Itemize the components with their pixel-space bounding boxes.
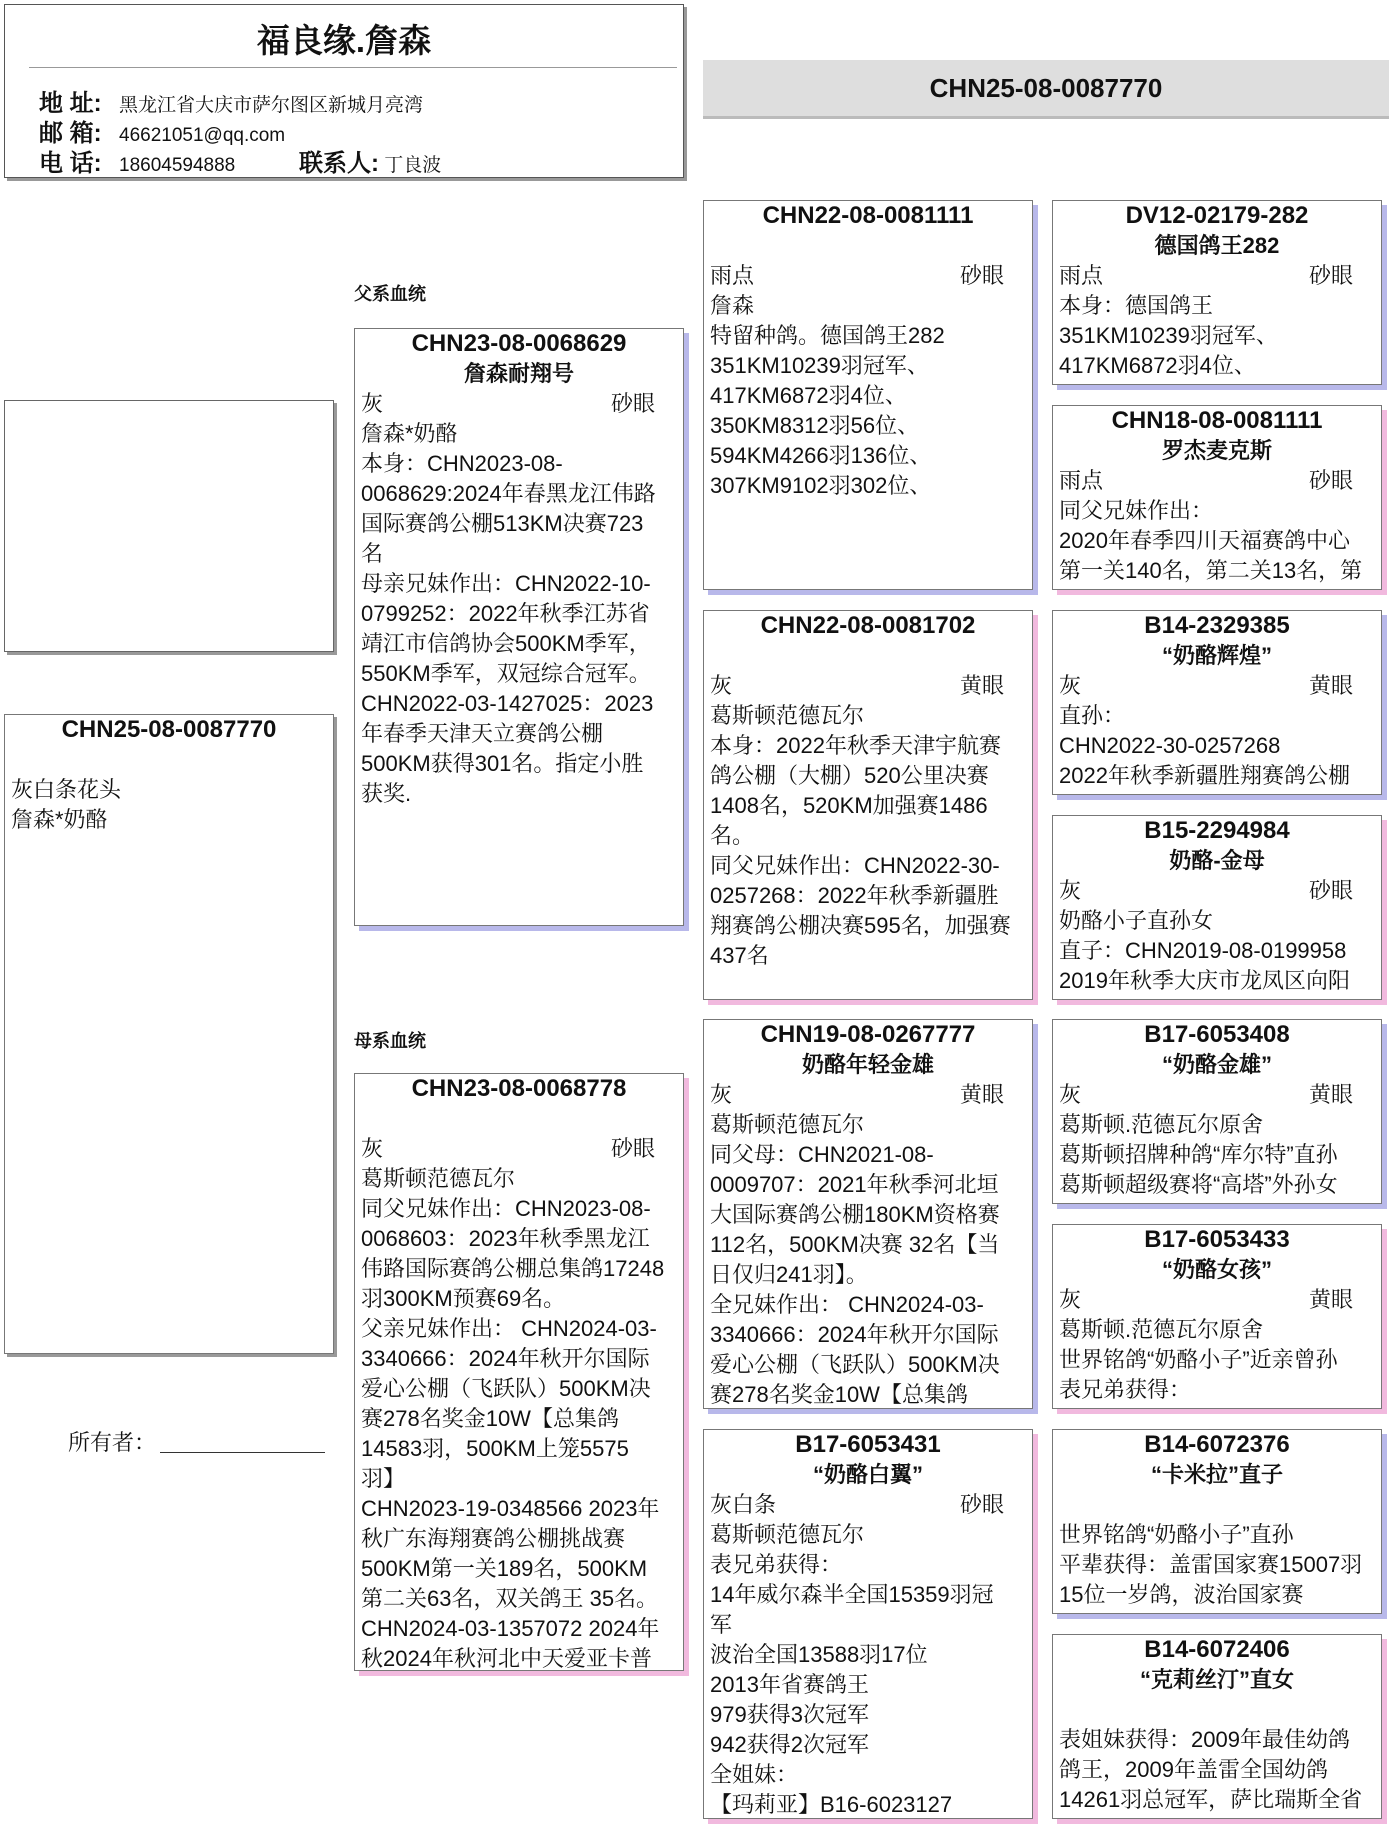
note-line: 大国际赛鸽公棚180KM资格赛: [710, 1202, 1000, 1227]
pedigree-notes: [1053, 1315, 1381, 1405]
blank-line: [1053, 1490, 1381, 1520]
phone-label: 电 话:: [39, 150, 102, 177]
eye-type: 砂眼: [959, 263, 1004, 288]
pedigree-notes: [704, 1110, 1032, 1409]
pedigree-card-sds: [1052, 610, 1382, 795]
color-eye-row: [355, 1134, 683, 1164]
note-line: 437名: [710, 943, 769, 968]
pedigree-notes: [355, 1164, 683, 1671]
owner-signature-line: [160, 1452, 325, 1453]
subject-color: 灰白条花头: [11, 777, 122, 802]
plumage-color: 雨点: [710, 263, 755, 288]
note-line: 世界铭鸽“奶酪小子”直孙: [1059, 1522, 1294, 1547]
color-eye-row: [1053, 261, 1381, 291]
pedigree-card-sss: [1052, 200, 1382, 385]
pedigree-notes: [1053, 1110, 1381, 1200]
note-line: 14年威尔森半全国15359羽冠: [710, 1582, 994, 1607]
color-eye-row: [1053, 1080, 1381, 1110]
header-divider: [29, 67, 677, 68]
pedigree-notes: [704, 701, 1032, 971]
subject-ring: CHN25-08-0087770: [61, 716, 277, 743]
bird-name: “卡米拉”直子: [1150, 1462, 1283, 1487]
note-line: 父亲兄妹作出： CHN2024-03-: [361, 1316, 657, 1341]
note-line: 爱心公棚（飞跃队）500KM决: [361, 1376, 651, 1401]
email-label: 邮 箱:: [39, 120, 102, 147]
blank-line: [355, 1104, 683, 1134]
note-line: 594KM4266羽136位、: [710, 443, 932, 468]
note-line: 417KM6872羽4位、: [710, 383, 907, 408]
eye-type: 砂眼: [1308, 468, 1353, 493]
note-line: 550KM季军，双冠综合冠军。: [361, 661, 651, 686]
note-line: 鸽王，2009年盖雷全国幼鸽: [1059, 1757, 1328, 1782]
note-line: 979获得3次冠军: [710, 1702, 869, 1727]
note-line: 爱心公棚（飞跃队）500KM决: [710, 1352, 1000, 1377]
pedigree-notes: [1053, 701, 1381, 791]
plumage-color: 雨点: [1059, 468, 1104, 493]
note-line: 秋广东海翔赛鸽公棚挑战赛: [361, 1526, 626, 1551]
ring-number: CHN22-08-0081111: [762, 202, 974, 229]
note-line: 500KM第一关189名，500KM: [361, 1556, 648, 1581]
pedigree-card-ds: [703, 1019, 1033, 1409]
note-line: 秋2024年秋河北中天爱亚卡普: [361, 1646, 652, 1671]
note-line: 波治全国13588羽17位: [710, 1642, 928, 1667]
eye-type: 砂眼: [610, 1136, 655, 1161]
pedigree-card-dsd: [1052, 1224, 1382, 1409]
note-line: 3340666：2024年秋开尔国际: [361, 1346, 650, 1371]
eye-type: 黄眼: [959, 673, 1004, 698]
plumage-color: 灰: [1059, 1082, 1082, 1107]
note-line: 葛斯顿.范德瓦尔原舍: [1059, 1317, 1264, 1342]
bird-photo-frame: [4, 400, 334, 652]
note-line: 国际赛鸽公棚513KM决赛723: [361, 511, 644, 536]
note-line: 直孙：: [1059, 703, 1126, 728]
blank-line: [1053, 1695, 1381, 1725]
bird-name: “奶酪女孩”: [1161, 1257, 1272, 1282]
bird-name: “奶酪辉煌”: [1161, 643, 1272, 668]
color-eye-row: [1053, 1285, 1381, 1315]
note-line: 羽300KM预赛69名。: [361, 1286, 566, 1311]
plumage-color: 灰: [710, 673, 733, 698]
note-line: 500KM获得301名。指定小胜: [361, 751, 644, 776]
pedigree-card-dam: [354, 1073, 684, 1671]
note-line: 第二关63名，双关鸽王 35名。: [361, 1586, 659, 1611]
dam-line-label: 母系血统: [354, 1031, 426, 1051]
note-line: 赛278名奖金10W【总集鸽: [361, 1406, 619, 1431]
note-line: 350KM8312羽56位、: [710, 413, 920, 438]
color-eye-row: [704, 671, 1032, 701]
pedigree-card-sire: [354, 328, 684, 926]
plumage-color: 灰: [361, 391, 384, 416]
note-line: 本身：德国鸽王: [1059, 293, 1214, 318]
note-line: 翔赛鸽公棚决赛595名，加强赛: [710, 913, 1011, 938]
note-line: 葛斯顿范德瓦尔: [710, 1522, 865, 1547]
note-line: 第一关140名，第二关13名，第: [1059, 558, 1363, 583]
kennel-name: 福良缘.詹森: [256, 22, 432, 59]
note-line: 307KM9102羽302位、: [710, 473, 932, 498]
note-line: 日仅归241羽】。: [710, 1262, 868, 1287]
note-line: 葛斯顿范德瓦尔: [710, 1112, 865, 1137]
note-line: 詹森*奶酪: [361, 421, 458, 446]
owner-label: 所有者：: [68, 1430, 157, 1455]
subject-card: [4, 714, 334, 1354]
color-eye-row: [1053, 671, 1381, 701]
note-line: 羽】: [361, 1466, 406, 1491]
note-line: 1408名，520KM加强赛1486: [710, 793, 988, 818]
pedigree-notes: [704, 1520, 1032, 1819]
blank-line: [704, 641, 1032, 671]
pedigree-card-dss: [1052, 1019, 1382, 1204]
note-line: 15位一岁鸽，波治国家赛: [1059, 1582, 1304, 1607]
pedigree-notes: [355, 419, 683, 809]
ring-number: CHN23-08-0068778: [411, 1075, 627, 1102]
color-eye-row: [704, 1490, 1032, 1520]
note-line: 2022年秋季新疆胜翔赛鸽公棚: [1059, 763, 1350, 788]
note-line: CHN2024-03-1357072 2024年: [361, 1616, 660, 1641]
phone-row: [39, 143, 441, 178]
note-line: 靖江市信鸽协会500KM季军，: [361, 631, 651, 656]
plumage-color: 灰: [1059, 878, 1082, 903]
note-line: 鸽公棚（大棚）520公里决赛: [710, 763, 989, 788]
note-line: 351KM10239羽冠军、: [1059, 323, 1278, 348]
note-line: CHN2022-30-0257268: [1059, 733, 1281, 758]
ring-number: B14-6072406: [1144, 1636, 1290, 1663]
pedigree-card-sdd: [1052, 815, 1382, 1000]
note-line: 全姐妹：: [710, 1762, 799, 1787]
ring-number: DV12-02179-282: [1125, 202, 1309, 229]
note-line: 获奖.: [361, 781, 412, 806]
note-line: 同父母：CHN2021-08-: [710, 1142, 934, 1167]
blank-line: [704, 231, 1032, 261]
pedigree-card-ssd: [1052, 405, 1382, 590]
bird-name: 罗杰麦克斯: [1161, 438, 1272, 463]
address-value: 黑龙江省大庆市萨尔图区新城月亮湾: [119, 95, 424, 116]
subject-banner: CHN25-08-0087770: [703, 60, 1389, 116]
color-eye-row: [1053, 466, 1381, 496]
email-value: 46621051@qq.com: [119, 125, 286, 146]
note-line: 同父兄妹作出：CHN2023-08-: [361, 1196, 651, 1221]
note-line: CHN2023-19-0348566 2023年: [361, 1496, 660, 1521]
note-line: 葛斯顿范德瓦尔: [361, 1166, 516, 1191]
ring-number: B14-2329385: [1144, 612, 1290, 639]
note-line: 表兄弟获得：: [1059, 1377, 1192, 1402]
pedigree-card-ddd: [1052, 1634, 1382, 1819]
eye-type: 砂眼: [1308, 878, 1353, 903]
subject-details: [5, 775, 333, 835]
eye-type: 砂眼: [610, 391, 655, 416]
note-line: 同父兄妹作出：: [1059, 498, 1214, 523]
note-line: 名: [361, 541, 384, 566]
note-line: 特留种鸽。德国鸽王282: [710, 323, 945, 348]
note-line: 0257268：2022年秋季新疆胜: [710, 883, 999, 908]
pedigree-card-ss: [703, 200, 1033, 590]
note-line: 2019年秋季大庆市龙凤区向阳: [1059, 968, 1350, 993]
pedigree-card-dds: [1052, 1429, 1382, 1614]
pedigree-notes: [1053, 1725, 1381, 1815]
note-line: 942获得2次冠军: [710, 1732, 869, 1757]
ring-number: B14-6072376: [1144, 1431, 1290, 1458]
ring-number: CHN18-08-0081111: [1111, 407, 1323, 434]
note-line: 0009707：2021年秋季河北垣: [710, 1172, 999, 1197]
subject-strain: 詹森*奶酪: [11, 807, 108, 832]
note-line: 平辈获得：盖雷国家赛15007羽: [1059, 1552, 1363, 1577]
eye-type: 黄眼: [1308, 673, 1353, 698]
sire-line-label: 父系血统: [354, 284, 426, 304]
note-line: 葛斯顿超级赛将“高塔”外孙女: [1059, 1172, 1338, 1197]
note-line: 3340666：2024年秋开尔国际: [710, 1322, 999, 1347]
pedigree-card-sd: [703, 610, 1033, 1000]
color-eye-row: [355, 389, 683, 419]
plumage-color: 灰: [1059, 1287, 1082, 1312]
eye-type: 黄眼: [1308, 1287, 1353, 1312]
note-line: 詹森: [710, 293, 755, 318]
contact-value: 丁良波: [384, 155, 442, 176]
bird-name: “奶酪金雄”: [1161, 1052, 1272, 1077]
note-line: 母亲兄妹作出：CHN2022-10-: [361, 571, 651, 596]
eye-type: 黄眼: [1308, 1082, 1353, 1107]
note-line: 葛斯顿招牌种鸽“库尔特”直孙: [1059, 1142, 1338, 1167]
color-eye-row: [704, 1080, 1032, 1110]
pedigree-notes: [704, 291, 1032, 501]
plumage-color: 灰: [710, 1082, 733, 1107]
note-line: 伟路国际赛鸽公棚总集鸽17248: [361, 1256, 665, 1281]
note-line: 军: [710, 1612, 733, 1637]
eye-type: 黄眼: [959, 1082, 1004, 1107]
plumage-color: 雨点: [1059, 263, 1104, 288]
note-line: 直子：CHN2019-08-0199958: [1059, 938, 1347, 963]
bird-name: 德国鸽王282: [1154, 233, 1280, 258]
note-line: 本身：2022年秋季天津宇航赛: [710, 733, 1001, 758]
address-label: 地 址:: [39, 90, 102, 117]
note-line: 同父兄妹作出：CHN2022-30-: [710, 853, 1000, 878]
color-eye-row: [704, 261, 1032, 291]
note-line: 2020年春季四川天福赛鸽中心: [1059, 528, 1350, 553]
bird-name: 詹森耐翔号: [463, 361, 574, 386]
eye-type: 砂眼: [959, 1492, 1004, 1517]
note-line: 本身：CHN2023-08-: [361, 451, 563, 476]
plumage-color: 灰白条: [710, 1492, 777, 1517]
note-line: 351KM10239羽冠军、: [710, 353, 929, 378]
note-line: 0799252：2022年秋季江苏省: [361, 601, 650, 626]
bird-name: 奶酪年轻金雄: [801, 1052, 934, 1077]
note-line: 全兄妹作出： CHN2024-03-: [710, 1292, 984, 1317]
note-line: 14583羽，500KM上笼5575: [361, 1436, 629, 1461]
note-line: 0068603：2023年秋季黑龙江: [361, 1226, 650, 1251]
note-line: 表兄弟获得：: [710, 1552, 843, 1577]
note-line: 名。: [710, 823, 755, 848]
ring-number: B17-6053431: [795, 1431, 941, 1458]
eye-type: 砂眼: [1308, 263, 1353, 288]
contact-label: 联系人:: [299, 150, 379, 177]
note-line: 14261羽总冠军，萨比瑞斯全省: [1059, 1787, 1363, 1812]
note-line: CHN2022-03-1427025：2023: [361, 691, 654, 716]
note-line: 表姐妹获得：2009年最佳幼鸽: [1059, 1727, 1350, 1752]
bird-name: 奶酪-金母: [1169, 848, 1265, 873]
ring-number: B15-2294984: [1144, 817, 1290, 844]
note-line: 年春季天津天立赛鸽公棚: [361, 721, 604, 746]
ring-number: CHN19-08-0267777: [760, 1021, 976, 1048]
pedigree-notes: [1053, 1520, 1381, 1610]
note-line: 112名，500KM决赛 32名【当: [710, 1232, 1000, 1257]
note-line: 0068629:2024年春黑龙江伟路: [361, 481, 656, 506]
note-line: 2013年省赛鸽王: [710, 1672, 869, 1697]
ring-number: B17-6053433: [1144, 1226, 1290, 1253]
bird-name: “奶酪白翼”: [812, 1462, 923, 1487]
phone-value: 18604594888: [119, 155, 236, 176]
note-line: 417KM6872羽4位、: [1059, 353, 1256, 378]
note-line: 葛斯顿.范德瓦尔原舍: [1059, 1112, 1264, 1137]
note-line: 奶酪小子直孙女: [1059, 908, 1214, 933]
plumage-color: 灰: [361, 1136, 384, 1161]
bird-name: “克莉丝汀”直女: [1139, 1667, 1294, 1692]
note-line: 赛278名奖金10W【总集鸽: [710, 1382, 968, 1407]
pedigree-card-dd: [703, 1429, 1033, 1819]
pedigree-notes: [1053, 906, 1381, 996]
pedigree-notes: [1053, 496, 1381, 586]
ring-number: CHN23-08-0068629: [411, 330, 627, 357]
note-line: 世界铭鸽“奶酪小子”近亲曾孙: [1059, 1347, 1338, 1372]
plumage-color: 灰: [1059, 673, 1082, 698]
pedigree-notes: [1053, 291, 1381, 381]
kennel-header: [4, 4, 684, 178]
ring-number: B17-6053408: [1144, 1021, 1290, 1048]
note-line: 葛斯顿范德瓦尔: [710, 703, 865, 728]
note-line: 【玛莉亚】B16-6023127: [710, 1792, 953, 1817]
color-eye-row: [1053, 876, 1381, 906]
ring-number: CHN22-08-0081702: [760, 612, 976, 639]
